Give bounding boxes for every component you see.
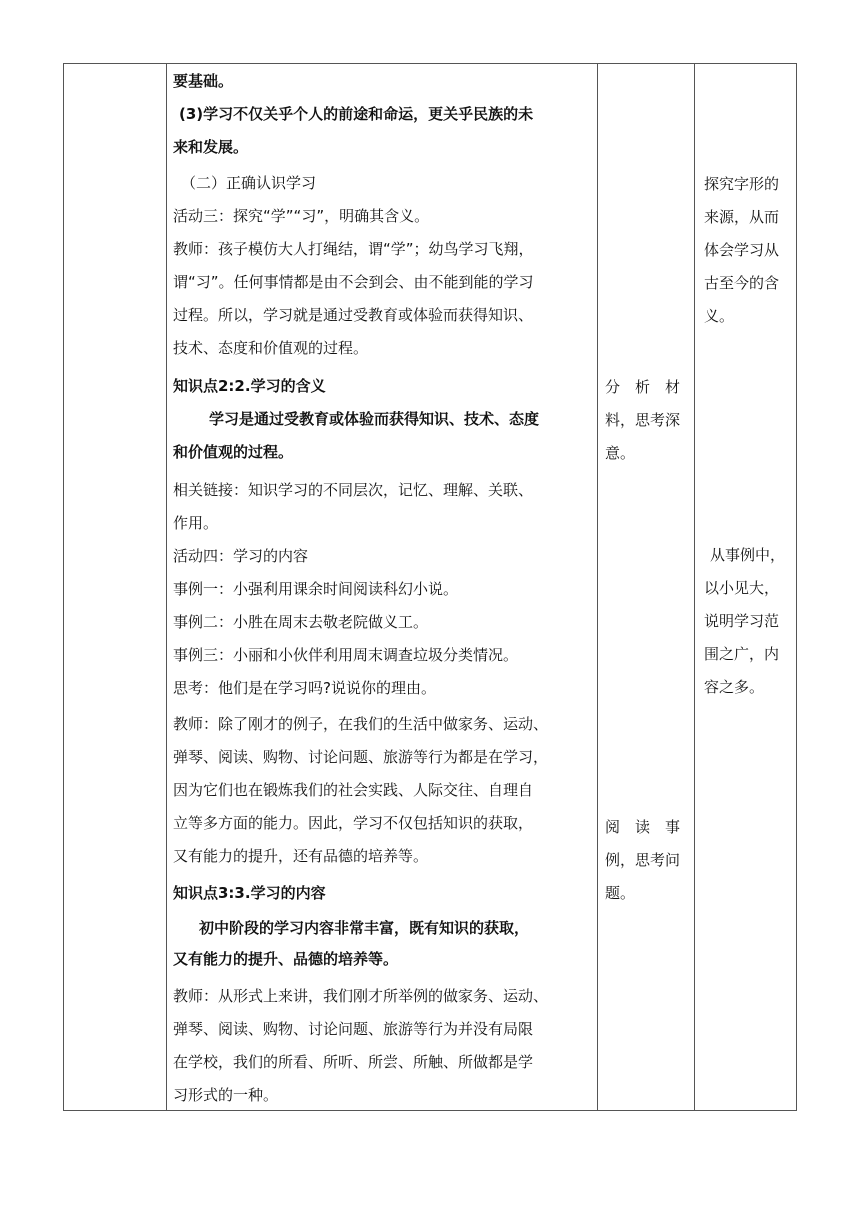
content-line: 知识点3:3.学习的内容 [173,884,326,902]
content-line: 学习是通过受教育或体验而获得知识、技术、态度 [209,410,540,428]
content-line: 立等多方面的能力。因此，学习不仅包括知识的获取， [173,814,534,832]
content-line: 活动三：探究“学”“习”，明确其含义。 [173,207,430,225]
content-line: 事例三：小丽和小伙伴利用周末调查垃圾分类情况。 [173,646,519,664]
student-activity-line: 意。 [605,444,636,462]
content-line: （二）正确认识学习 [181,174,317,192]
content-line: 活动四：学习的内容 [173,547,309,565]
design-intent-line: 围之广，内 [704,645,780,663]
content-line: 又有能力的提升、品德的培养等。 [173,950,399,968]
content-line: (3)学习不仅关乎个人的前途和命运，更关乎民族的未 [179,105,534,123]
content-line: 和价值观的过程。 [173,443,294,461]
design-intent-line: 来源，从而 [704,208,780,226]
student-activity-line: 阅 读 事 [605,818,681,836]
content-line: 事例一：小强利用课余时间阅读科幻小说。 [173,580,459,598]
content-line: 又有能力的提升，还有品德的培养等。 [173,847,429,865]
student-activity-line: 分 析 材 [605,378,681,396]
content-line: 弹琴、阅读、购物、讨论问题、旅游等行为并没有局限 [173,1020,534,1038]
content-line: 事例二：小胜在周末去敬老院做义工。 [173,613,429,631]
content-line: 习形式的一种。 [173,1086,279,1104]
content-line: 弹琴、阅读、购物、讨论问题、旅游等行为都是在学习， [173,748,549,766]
content-line: 技术、态度和价值观的过程。 [173,339,369,357]
left-empty-column [64,64,166,1110]
content-line: 相关链接：知识学习的不同层次，记忆、理解、关联、 [173,481,534,499]
design-intent-line: 探究字形的 [704,175,780,193]
content-line: 来和发展。 [173,138,249,156]
student-activity-line: 例，思考问 [605,851,681,869]
content-line: 作用。 [173,514,219,532]
teaching-content-column [166,64,597,1110]
design-intent-line: 体会学习从 [704,241,780,259]
design-intent-line: 古至今的含 [704,274,780,292]
design-intent-line: 从事例中， [710,546,786,564]
content-line: 教师：除了刚才的例子，在我们的生活中做家务、运动、 [173,715,549,733]
design-intent-line: 义。 [704,307,735,325]
design-intent-line: 以小见大， [704,579,780,597]
design-intent-line: 容之多。 [704,678,765,696]
design-intent-line: 说明学习范 [704,612,780,630]
content-line: 在学校，我们的所看、所听、所尝、所触、所做都是学 [173,1053,534,1071]
content-line: 知识点2:2.学习的含义 [173,377,326,395]
content-line: 谓“习”。任何事情都是由不会到会、由不能到能的学习 [173,273,534,291]
content-line: 因为它们也在锻炼我们的社会实践、人际交往、自理自 [173,781,534,799]
student-activity-line: 题。 [605,884,636,902]
content-line: 要基础。 [173,72,234,90]
content-line: 初中阶段的学习内容非常丰富，既有知识的获取， [199,919,530,937]
content-line: 思考：他们是在学习吗?说说你的理由。 [173,679,436,697]
student-activity-column [597,64,694,1110]
student-activity-line: 料，思考深 [605,411,681,429]
design-intent-column [694,64,798,1110]
lesson-table [63,63,797,1111]
content-line: 教师：从形式上来讲，我们刚才所举例的做家务、运动、 [173,987,549,1005]
content-line: 教师：孩子模仿大人打绳结，谓“学”；幼鸟学习飞翔， [173,240,534,258]
content-line: 过程。所以，学习就是通过受教育或体验而获得知识、 [173,306,534,324]
